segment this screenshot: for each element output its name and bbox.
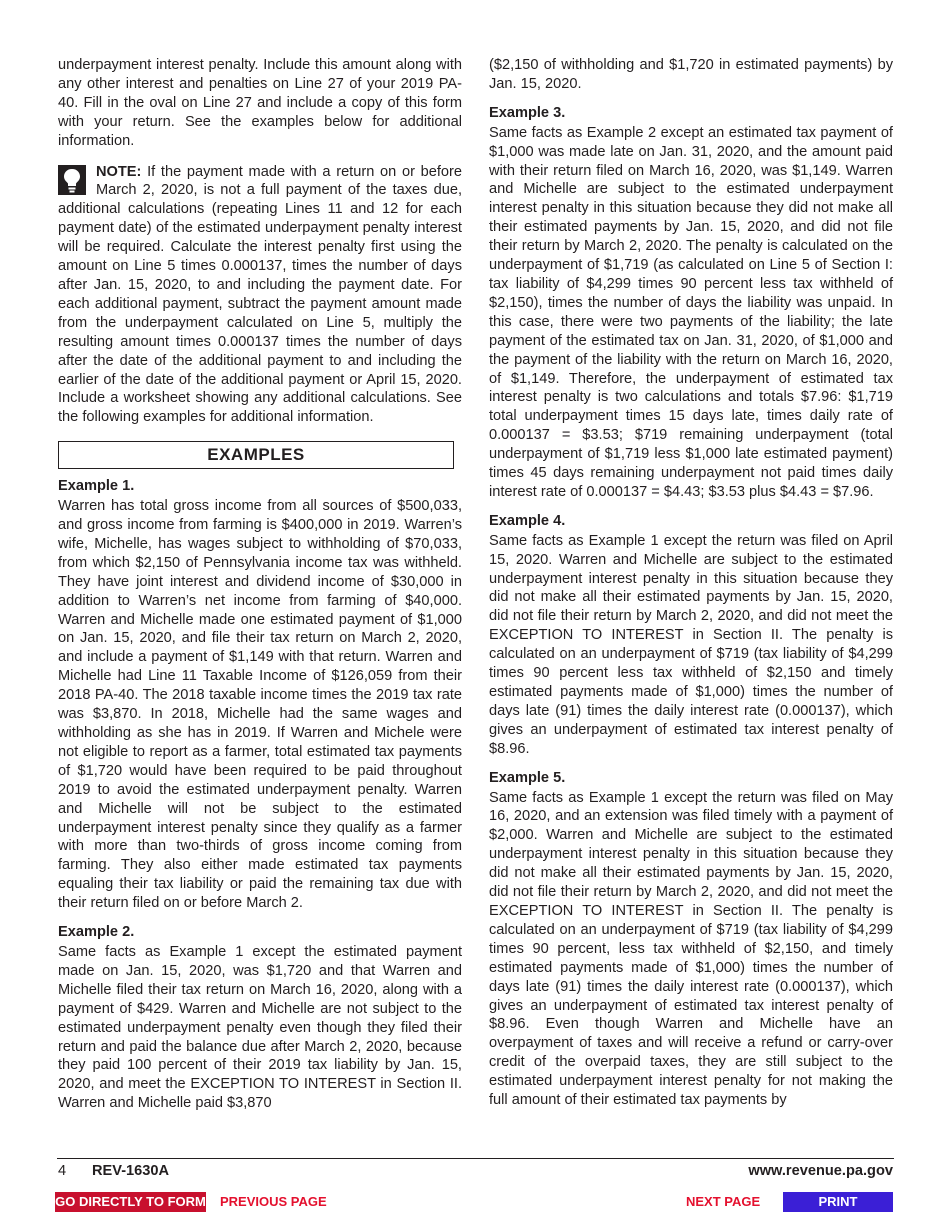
example-1-text: Warren has total gross income from all sources of $500,033, and gross income from farming is $400,000 in 2019. Warren’s wife, Michelle, has wages subject to withholding of $70,033, from which $2,150 of Pennsylvania income tax was withheld. They have joint interest and dividend income of $30,000 in addition to Warren’s net income from farming of $40,000. Warren and Michelle made one estimated payment of $1,000 on Jan. 15, 2020, and file their tax return on March 2, 2020, and include a payment of $1,149 with that return. Warren and Michelle had Line 11 Taxable Income of $126,059 from their 2018 PA-40. The 2018 taxable income times the 2019 tax rate was $3,870. In 2018, Michelle had the same wages and withholding as she has in 2019. If Warren and Michele were not eligible to report as a farmer, total estimated tax payments of $1,720 would have been required to be paid throughout 2019 to avoid the estimated underpayment penalty. Warren and Michelle will not be subject to the estimated underpayment interest penalty since they qualify as a farmer with more than two-thirds of gross income coming from farming. They also either made estimated tax payments equaling their tax liability or paid the remaining tax due with their return filed on or before March 2. xyxy=(58,498,462,912)
lightbulb-icon xyxy=(58,165,86,195)
form-id: REV-1630A xyxy=(92,1163,170,1179)
print-button[interactable]: PRINT xyxy=(783,1192,893,1212)
example-3-title: Example 3. xyxy=(489,104,566,121)
example-2-title: Example 2. xyxy=(58,924,135,941)
previous-page-button[interactable]: PREVIOUS PAGE xyxy=(220,1194,327,1209)
example-5-text: Same facts as Example 1 except the return was filed on May 16, 2020, and an extension was filed timely with a payment of $2,000. Warren and Michelle are subject to the estimated underpayment interest penalty in this situation because they did not make all their estimated payments by Jan. 15, 2020, did not file their return by March 2, 2020, and did not meet the EXCEPTION TO INTEREST in Section II. The penalty is calculated on an underpayment of $719 (tax liability of $4,299 times 90 percent, less tax withheld of $2,150, and timely estimated payments made of $1,000) times the number of days late (91) times the daily interest rate (0.000137), which gives an underpayment of estimated tax interest penalty of $8.96. Even though Warren and Michelle have an overpayment of taxes and will receive a refund or carry-over credit of the overpaid taxes, they are still subject to the estimated underpayment interest penalty for not making the full amount of their estimated tax payments by xyxy=(489,789,893,1109)
next-page-button[interactable]: NEXT PAGE xyxy=(686,1194,761,1209)
page-number: 4 xyxy=(58,1163,67,1179)
note-paragraph xyxy=(58,163,462,428)
example-4-title: Example 4. xyxy=(489,512,566,529)
intro-paragraph: underpayment interest penalty. Include this amount along with any other interest and penalties on Line 27 of your 2019 PA-40. Fill in the oval on Line 27 and include a copy of this form with your return. See the examples below for additional information. xyxy=(58,57,462,149)
note-text: If the payment made with a return on or before March 2, 2020, is not a full payment of the taxes due, additional calculations (repeating Lines 11 and 12 for each payment date) of the estimated underpayment penalty interest will be required. Calculate the interest penalty first using the amount on Line 5 times 0.000137, times the number of days after Jan. 15, 2020, to and including the payment date. For each additional payment, subtract the payment amount made from the underpayment calculated on Line 5, multiply the resulting amount times 0.000137 times the number of days after the date of the additional payment to and including the earlier of the date of the additional payment or April 15, 2020. Include a worksheet showing any additional calculations. See the following examples for additional information. xyxy=(58,163,462,426)
go-to-form-button[interactable]: GO DIRECTLY TO FORM xyxy=(55,1192,206,1212)
examples-heading: EXAMPLES xyxy=(58,441,454,469)
footer-divider xyxy=(57,1158,894,1159)
continuation-paragraph: ($2,150 of withholding and $1,720 in estimated payments) by Jan. 15, 2020. xyxy=(489,57,893,92)
note-block xyxy=(58,163,462,428)
example-4-text: Same facts as Example 1 except the return was filed on April 15, 2020. Warren and Michelle are subject to the estimated underpayment interest penalty in this situation because they did not make all their estimated payments by Jan. 15, 2020, did not file their return by March 2, 2020, and did not meet the EXCEPTION TO INTEREST in Section II. The penalty is calculated on an underpayment of $719 (tax liability of $4,299 times 90 percent less tax withheld of $2,150 and timely estimated payments made of $1,000) times the number of days late (91) times the daily interest rate (0.000137), which gives an underpayment of estimated tax interest penalty of $8.96. xyxy=(489,532,893,757)
example-1-title: Example 1. xyxy=(58,478,135,495)
left-column xyxy=(58,56,462,1113)
website-url: www.revenue.pa.gov xyxy=(748,1163,893,1179)
example-3-text: Same facts as Example 2 except an estimated tax payment of $1,000 was made late on Jan. 31, 2020, and the amount paid with their return filed on March 16, 2020, was $1,149. Warren and Michelle are subject to the estimated underpayment interest penalty in this situation because they did not make all their estimated payments by Jan. 15, 2020, and did not file their return by March 2, 2020. The penalty is calculated on the underpayment of $1,719 (as calculated on Line 5 of Section I: tax liability of $4,299 times 90 percent less tax withheld of $2,150), times the number of days the liability was unpaid. In this case, there were two payments of the liability; the late payment of the estimated tax on Jan. 31, 2020, of $1,000 and the payment of the liability with the return on March 16, 2020, of $1,149. Therefore, the underpayment of estimated tax interest penalty is two calculations and totals $7.96: $1,719 total underpayment times 15 days late, times daily rate of 0.000137 = $3.53; $719 remaining underpayment (total underpayment of $1,719 less $1,000 late estimated payment) times 45 days remaining underpayment not paid times daily interest rate of 0.000137 = $4.43; $3.53 plus $4.43 = $7.96. xyxy=(489,124,893,500)
note-lead: NOTE: xyxy=(96,163,142,180)
example-5-title: Example 5. xyxy=(489,769,566,786)
right-column xyxy=(489,56,893,1110)
example-2-text: Same facts as Example 1 except the estimated payment made on Jan. 15, 2020, was $1,720 and that Warren and Michelle filed their tax return on March 16, 2020, along with a payment of $429. Warren and Michelle are not subject to the estimated underpayment penalty even though they filed their return and paid the balance due after March 2, 2020, because they paid 100 percent of their 2019 tax liability by Jan. 15, 2020, and meet the EXCEPTION TO INTEREST in Section II. Warren and Michelle paid $3,870 xyxy=(58,943,462,1112)
